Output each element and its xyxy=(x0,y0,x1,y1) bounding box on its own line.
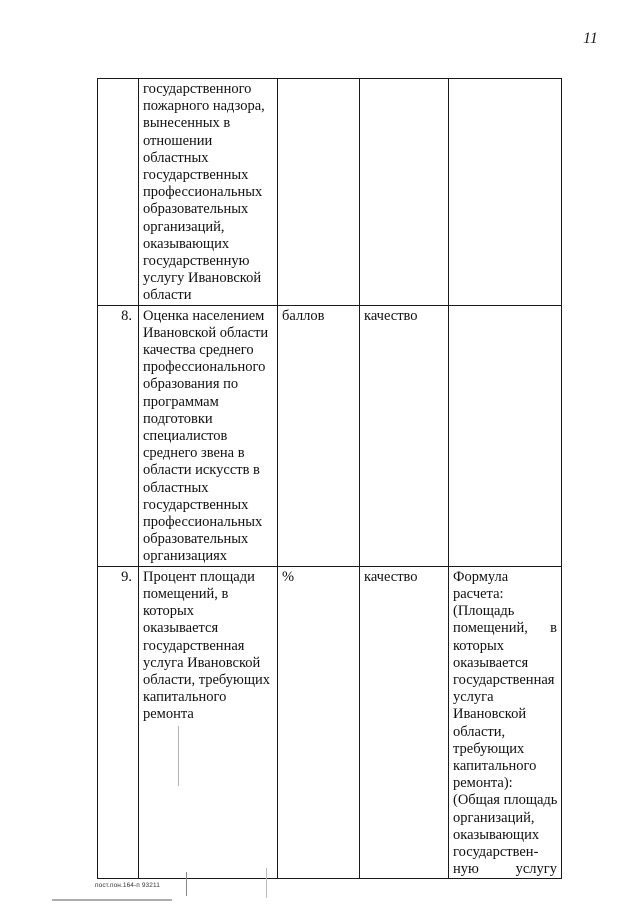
cell-text-line: образования по xyxy=(143,376,239,393)
cell-text-line: вынесенных в xyxy=(143,115,231,132)
cell-text-line: образовательных xyxy=(143,201,249,218)
cell-text-line: (Общая площадь xyxy=(453,792,558,809)
cell-text-line: (Площадь xyxy=(453,603,515,620)
cell-text-line: государственных xyxy=(143,496,249,513)
cell-text-line: Оценка населением xyxy=(143,307,265,324)
indicators-table xyxy=(97,78,562,879)
cell-text-line: ную услугу xyxy=(453,861,557,878)
row-number-cell xyxy=(98,79,139,306)
scan-artifact xyxy=(178,726,179,786)
formula-cell xyxy=(449,566,562,879)
cell-text-line: оказывается xyxy=(143,620,219,637)
scan-artifact xyxy=(266,868,267,898)
indicator-type-cell: качество xyxy=(360,566,449,879)
cell-text-line: услуга Ивановской xyxy=(143,654,261,671)
cell-text-line: подготовки xyxy=(143,410,213,427)
document-footer-stamp: пост.пон.164-п 93211 xyxy=(95,882,160,889)
cell-text-line: Процент площади xyxy=(143,568,255,585)
table-row xyxy=(98,566,562,879)
cell-text-line: образовательных xyxy=(143,531,249,548)
cell-text-line: ремонта xyxy=(143,706,194,723)
indicator-name-cell xyxy=(139,305,278,566)
cell-text-line: оказывающих xyxy=(143,235,230,252)
cell-text-line: профессиональных xyxy=(143,514,263,531)
cell-text-line: оказывающих xyxy=(453,826,540,843)
cell-text-line: услуга xyxy=(453,689,494,706)
cell-text-line: помещений, в xyxy=(143,585,229,602)
cell-text-line: которых xyxy=(453,637,505,654)
indicator-type-cell: качество xyxy=(360,305,449,566)
cell-text-line: Ивановской области xyxy=(143,324,269,341)
cell-text-line: специалистов xyxy=(143,428,228,445)
cell-text-line: качества среднего xyxy=(143,342,254,359)
scan-artifact xyxy=(186,872,187,896)
cell-text-line: областных xyxy=(143,479,209,496)
row-number-cell: 9. xyxy=(98,566,139,879)
table-row xyxy=(98,79,562,306)
cell-text-line: области, xyxy=(453,723,506,740)
cell-text-line: услугу Ивановской xyxy=(143,270,262,287)
cell-text-line: помещений, в xyxy=(453,620,557,637)
cell-text-line: государствен- xyxy=(453,843,539,860)
unit-cell xyxy=(278,79,360,306)
cell-text-line: Формула xyxy=(453,568,509,585)
cell-text-line: отношении xyxy=(143,132,213,149)
cell-text-line: области искусств в xyxy=(143,462,260,479)
cell-text-line: организаций, xyxy=(453,809,535,826)
formula-cell xyxy=(449,305,562,566)
cell-text-line: организациях xyxy=(143,548,228,565)
cell-text-line: оказывается xyxy=(453,654,529,671)
formula-cell xyxy=(449,79,562,306)
cell-text-line: Ивановской xyxy=(453,706,527,723)
unit-cell: баллов xyxy=(278,305,360,566)
cell-text-line: пожарного надзора, xyxy=(143,98,265,115)
cell-text-line: расчета: xyxy=(453,585,504,602)
cell-text-line: области xyxy=(143,287,192,304)
row-number-cell: 8. xyxy=(98,305,139,566)
cell-text-line: капитального xyxy=(143,689,227,706)
cell-text-line: профессиональных xyxy=(143,184,263,201)
cell-text-line: государственная xyxy=(453,671,555,688)
cell-text-line: организаций, xyxy=(143,218,225,235)
cell-text-line: программам xyxy=(143,393,219,410)
cell-text-line: государственного xyxy=(143,81,252,97)
cell-text-line: государственная xyxy=(143,637,245,654)
cell-text-line: государственных xyxy=(143,167,249,184)
page-number: 11 xyxy=(583,30,598,47)
indicator-name-cell xyxy=(139,566,278,879)
cell-text-line: среднего звена в xyxy=(143,445,245,462)
table-row xyxy=(98,305,562,566)
indicator-name-cell xyxy=(139,79,278,306)
cell-text-line: капитального xyxy=(453,757,537,774)
indicator-type-cell xyxy=(360,79,449,306)
cell-text-line: ремонта): xyxy=(453,775,513,792)
cell-text-line: требующих xyxy=(453,740,525,757)
cell-text-line: профессионального xyxy=(143,359,266,376)
footer-underline xyxy=(52,899,172,901)
cell-text-line: областных xyxy=(143,149,209,166)
cell-text-line: государственную xyxy=(143,253,250,270)
cell-text-line: которых xyxy=(143,603,195,620)
unit-cell: % xyxy=(278,566,360,879)
cell-text-line: области, требующих xyxy=(143,671,271,688)
